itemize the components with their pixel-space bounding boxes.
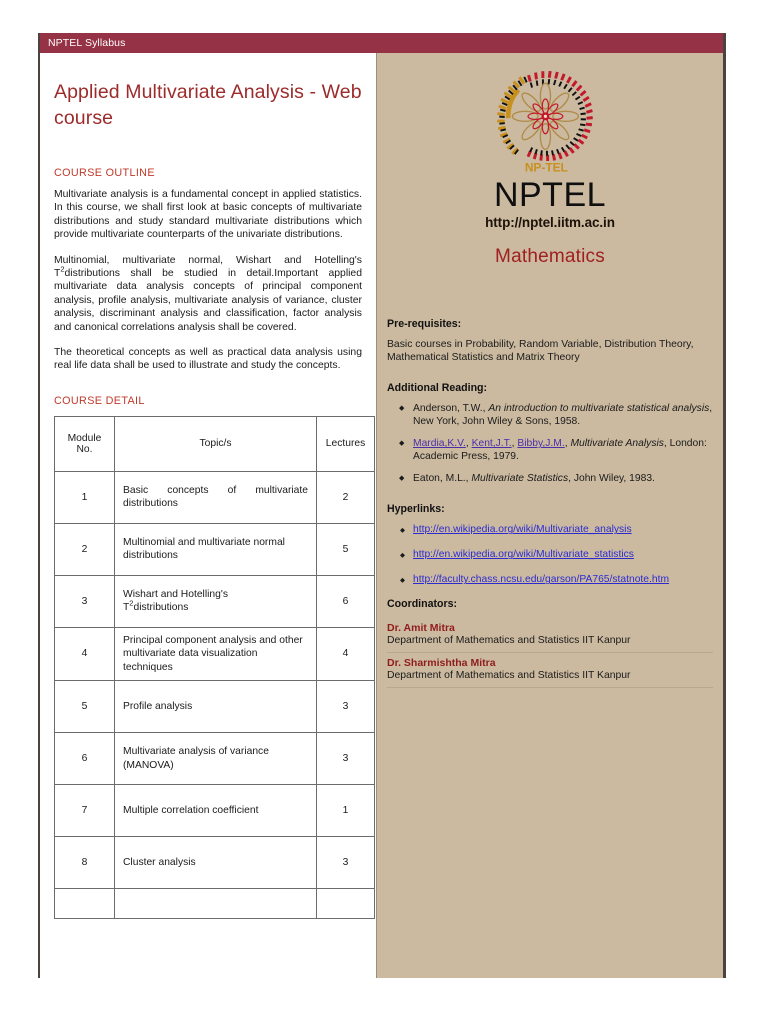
table-row	[55, 471, 375, 523]
hyperlink-ncsu-statnote[interactable]: http://faculty.chass.ncsu.edu/garson/PA765/statnote.htm	[413, 574, 670, 586]
table-row	[55, 733, 375, 785]
reading-rest: , New York, John Wiley & Sons, 1958.	[413, 403, 713, 428]
list-item	[413, 573, 713, 586]
table-row	[55, 627, 375, 680]
author-link-kent[interactable]: Kent,J.T.	[471, 438, 512, 450]
cell-topic: Principal component analysis and other multivariate data visualization techniques	[115, 627, 317, 680]
col-header-module-line2: No.	[76, 443, 93, 455]
table-row	[55, 785, 375, 837]
cell-topic: Multinomial and multivariate normal distributions	[115, 523, 317, 575]
cell-lectures: 3	[317, 733, 375, 785]
col-header-module-line1: Module	[67, 432, 102, 444]
hyperlink-wikipedia-analysis[interactable]: http://en.wikipedia.org/wiki/Multivariate_analysis	[413, 524, 632, 536]
nptel-logo-icon	[495, 65, 605, 175]
col-header-lectures: Lectures	[317, 416, 375, 471]
cell-topic: Basic concepts of multivariate distributions	[115, 471, 317, 523]
additional-reading-list	[387, 402, 713, 485]
page-title: Applied Multivariate Analysis - Web course	[54, 81, 362, 129]
cell-module: 8	[55, 837, 115, 889]
reading-rest: , London: Academic Press, 1979.	[413, 438, 707, 463]
cell-lectures: 3	[317, 837, 375, 889]
additional-reading-heading: Additional Reading:	[387, 382, 488, 395]
cell-topic: Profile analysis	[115, 681, 317, 733]
hyperlink-wikipedia-statistics[interactable]: http://en.wikipedia.org/wiki/Multivariate_statistics	[413, 549, 634, 561]
cell-lectures	[317, 889, 375, 919]
coordinator-name: Dr. Sharmishtha Mitra	[387, 657, 496, 670]
list-item	[413, 402, 713, 428]
cell-module: 4	[55, 627, 115, 680]
cell-module: 1	[55, 471, 115, 523]
list-item	[413, 472, 713, 485]
coordinators-heading: Coordinators:	[387, 598, 458, 611]
outline-paragraph-2: Multinomial, multivariate normal, Wishart and Hotelling's $T^2distributions$ shall be studied in detail.Important applied multivariate data analysis concepts of principal component analysis, profile analysis, multivariate analysis of variance, cluster analysis, discriminant analysis and classification, factor analysis and canonical correlations analysis shall be covered.	[54, 254, 362, 333]
cell-lectures: 3	[317, 681, 375, 733]
cell-module: 7	[55, 785, 115, 837]
nptel-logo-block	[387, 53, 713, 268]
list-item	[413, 523, 713, 536]
cell-lectures: 6	[317, 575, 375, 627]
hyperlinks-list	[387, 523, 713, 586]
author-link-bibby[interactable]: Bibby,J.M.	[517, 438, 565, 450]
page-body	[40, 53, 723, 978]
document-page	[38, 33, 726, 978]
col-header-topics: Topic/s	[115, 416, 317, 471]
cell-topic: Multiple correlation coefficient	[115, 785, 317, 837]
reading-title: Multivariate Statistics	[471, 473, 569, 485]
table-row	[55, 837, 375, 889]
reading-author: Anderson, T.W.,	[413, 403, 489, 415]
cell-module: 6	[55, 733, 115, 785]
reading-author: Eaton, M.L.,	[413, 473, 472, 485]
right-info-panel	[376, 53, 723, 978]
subject-label: Mathematics	[495, 246, 605, 267]
reading-rest: , John Wiley, 1983.	[568, 473, 655, 485]
author-link-mardia[interactable]: Mardia,K.V.	[413, 438, 466, 450]
course-detail-heading: COURSE DETAIL	[54, 394, 145, 407]
window-titlebar	[40, 33, 723, 53]
coordinator-entry	[387, 618, 713, 653]
table-row-partial	[55, 889, 375, 919]
logo-mark-text: NP-TEL	[524, 160, 568, 175]
window-title: NPTEL Syllabus	[48, 37, 126, 49]
prerequisites-text: Basic courses in Probability, Random Variable, Distribution Theory, Mathematical Statistics and Matrix Theory	[387, 339, 694, 364]
reading-title: An introduction to multivariate statistical analysis	[488, 403, 710, 415]
table-header-row	[55, 416, 375, 471]
separator: ,	[511, 438, 518, 450]
coordinator-name: Dr. Amit Mitra	[387, 622, 455, 635]
cell-lectures: 4	[317, 627, 375, 680]
cell-module: 2	[55, 523, 115, 575]
col-header-module	[55, 416, 115, 471]
left-content-column	[40, 53, 376, 978]
coordinator-department: Department of Mathematics and Statistics IIT Kanpur	[387, 635, 631, 647]
cell-lectures: 1	[317, 785, 375, 837]
table-row	[55, 575, 375, 627]
prerequisites-heading: Pre-requisites:	[387, 318, 462, 330]
cell-lectures: 5	[317, 523, 375, 575]
nptel-wordmark: NPTEL	[493, 176, 607, 214]
cell-module	[55, 889, 115, 919]
outline-paragraph-3: The theoretical concepts as well as practical data analysis using real life data shall be used to illustrate and study the concepts.	[54, 347, 362, 372]
outline-paragraph-1: Multivariate analysis is a fundamental concept in applied statistics. In this course, we shall first look at basic concepts of multivariate distributions and study standard multivariate distributions which provide multivariate counterparts of the univariate distributions.	[54, 189, 362, 241]
separator: ,	[465, 438, 472, 450]
list-item	[413, 548, 713, 561]
table-row	[55, 681, 375, 733]
cell-module: 3	[55, 575, 115, 627]
cell-topic: Multivariate analysis of variance (MANOVA)	[115, 733, 317, 785]
cell-topic: Cluster analysis	[115, 837, 317, 889]
course-detail-table	[54, 416, 375, 919]
reading-title: Multivariate Analysis	[570, 438, 664, 450]
separator: ,	[564, 438, 571, 450]
hyperlinks-heading: Hyperlinks:	[387, 503, 445, 516]
cell-module: 5	[55, 681, 115, 733]
cell-topic: Wishart and Hotelling's $T^2distributions$	[115, 575, 317, 627]
coordinator-department: Department of Mathematics and Statistics IIT Kanpur	[387, 670, 631, 682]
nptel-url: http://nptel.iitm.ac.in	[485, 215, 615, 230]
list-item	[413, 437, 713, 463]
table-row	[55, 523, 375, 575]
coordinator-entry	[387, 653, 713, 688]
cell-topic	[115, 889, 317, 919]
course-outline-heading: COURSE OUTLINE	[54, 167, 155, 179]
cell-lectures: 2	[317, 471, 375, 523]
